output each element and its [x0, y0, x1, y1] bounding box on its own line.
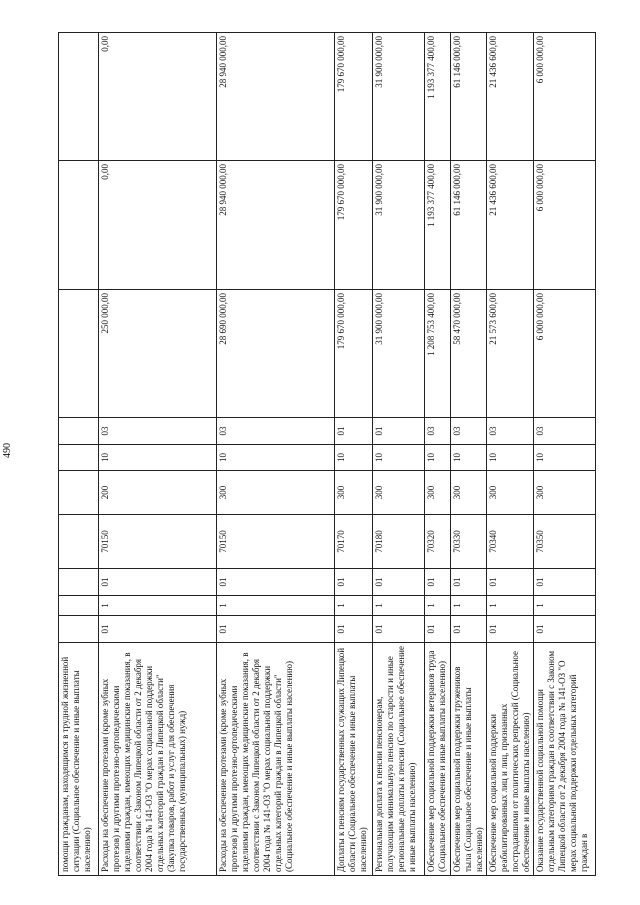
expense-type-cell: 300	[487, 471, 534, 515]
budget-table	[58, 32, 596, 876]
section-cell	[59, 445, 99, 471]
amount-year1-cell: 250 000,00	[99, 290, 217, 418]
ved-code-cell: 01	[335, 616, 373, 643]
amount-year2-cell: 31 900 000,00	[373, 161, 425, 290]
subsection-code-cell: 01	[99, 569, 217, 596]
description-cell: Оказание государственной социальной помощи отдельным категориям граждан в соответствии с Законом Липецкой области от 2 декабря 2004 года № 141-ОЗ "О мерах социальной поддержки отдельных категорий граждан в	[534, 643, 596, 876]
target-article-cell: 70180	[373, 515, 425, 569]
subsection-code-cell	[59, 569, 99, 596]
table-row	[534, 33, 596, 876]
table-row	[59, 33, 99, 876]
subsection-code-cell: 01	[335, 569, 373, 596]
subsection-cell: 03	[99, 418, 217, 445]
amount-year1-cell: 31 900 000,00	[373, 290, 425, 418]
section-cell: 10	[451, 445, 487, 471]
expense-type-cell: 300	[451, 471, 487, 515]
amount-year2-cell: 1 193 377 400,00	[425, 161, 451, 290]
expense-type-cell: 200	[99, 471, 217, 515]
subsection-code-cell: 01	[534, 569, 596, 596]
amount-year3-cell: 28 940 000,00	[217, 33, 335, 161]
amount-year3-cell: 0,00	[99, 33, 217, 161]
amount-year2-cell: 61 146 000,00	[451, 161, 487, 290]
amount-year1-cell: 58 470 000,00	[451, 290, 487, 418]
subsection-code-cell: 01	[217, 569, 335, 596]
section-code-cell: 1	[335, 596, 373, 616]
amount-year3-cell: 179 670 000,00	[335, 33, 373, 161]
section-code-cell	[59, 596, 99, 616]
section-cell: 10	[373, 445, 425, 471]
subsection-cell: 03	[487, 418, 534, 445]
amount-year1-cell: 6 000 000,00	[534, 290, 596, 418]
amount-year2-cell: 179 670 000,00	[335, 161, 373, 290]
target-article-cell: 70330	[451, 515, 487, 569]
amount-year3-cell: 31 900 000,00	[373, 33, 425, 161]
amount-year2-cell: 6 000 000,00	[534, 161, 596, 290]
ved-code-cell: 01	[425, 616, 451, 643]
subsection-cell	[59, 418, 99, 445]
table-body	[59, 33, 596, 876]
target-article-cell: 70170	[335, 515, 373, 569]
amount-year1-cell: 28 690 000,00	[217, 290, 335, 418]
expense-type-cell: 300	[373, 471, 425, 515]
subsection-cell: 03	[451, 418, 487, 445]
ved-code-cell: 01	[99, 616, 217, 643]
amount-year3-cell: 6 000 000,00	[534, 33, 596, 161]
ved-code-cell	[59, 616, 99, 643]
section-code-cell: 1	[534, 596, 596, 616]
amount-year2-cell: 21 436 600,00	[487, 161, 534, 290]
subsection-code-cell: 01	[425, 569, 451, 596]
subsection-code-cell: 01	[451, 569, 487, 596]
ved-code-cell: 01	[534, 616, 596, 643]
amount-year1-cell	[59, 290, 99, 418]
amount-year1-cell: 21 573 600,00	[487, 290, 534, 418]
description-cell: Обеспечение мер социальной поддержки реабилитированных лиц и лиц, признанных пострадавшими от политических репрессий (Социальное обеспечение и иные выплаты населению)	[487, 643, 534, 876]
amount-year3-cell: 61 146 000,00	[451, 33, 487, 161]
ved-code-cell: 01	[451, 616, 487, 643]
amount-year2-cell	[59, 161, 99, 290]
section-code-cell: 1	[373, 596, 425, 616]
subsection-code-cell: 01	[373, 569, 425, 596]
table-row	[217, 33, 335, 876]
expense-type-cell: 300	[335, 471, 373, 515]
section-code-cell: 1	[451, 596, 487, 616]
table-row	[99, 33, 217, 876]
page-number: 490	[2, 443, 13, 458]
table-row	[487, 33, 534, 876]
section-cell: 10	[534, 445, 596, 471]
ved-code-cell: 01	[217, 616, 335, 643]
section-code-cell: 1	[99, 596, 217, 616]
subsection-cell: 01	[335, 418, 373, 445]
amount-year3-cell	[59, 33, 99, 161]
amount-year3-cell: 21 436 600,00	[487, 33, 534, 161]
table-row	[425, 33, 451, 876]
section-code-cell: 1	[425, 596, 451, 616]
table-row	[373, 33, 425, 876]
amount-year2-cell: 28 940 000,00	[217, 161, 335, 290]
subsection-code-cell: 01	[487, 569, 534, 596]
section-cell: 10	[217, 445, 335, 471]
section-cell: 10	[487, 445, 534, 471]
budget-table-container	[58, 33, 589, 876]
expense-type-cell: 300	[425, 471, 451, 515]
subsection-cell: 03	[217, 418, 335, 445]
table-row	[335, 33, 373, 876]
ved-code-cell: 01	[487, 616, 534, 643]
expense-type-cell: 300	[217, 471, 335, 515]
target-article-cell: 70150	[99, 515, 217, 569]
amount-year1-cell: 1 208 753 400,00	[425, 290, 451, 418]
amount-year2-cell: 0,00	[99, 161, 217, 290]
target-article-cell: 70350	[534, 515, 596, 569]
description-cell: Региональная доплата к пенсии пенсионерам, получающим минимальную пенсию по старости и иные региональные доплаты к пенсии (Социальное обеспечение и иные выплаты населению)	[373, 643, 425, 876]
description-cell: Расходы на обеспечение протезами (кроме зубных протезов) и другими протезно-ортопедическими изделиями граждан, имеющих медицинские показания, в соответствии с Законом Липецкой области от 2 декабря 2004 года № 141-ОЗ "О мерах социальной поддержки отдельных категорий граждан в Липецкой области" (Закупка товаров, работ и услуг для обеспечения государственных (муниципальных) нужд)	[99, 643, 217, 876]
section-cell: 10	[99, 445, 217, 471]
amount-year1-cell: 179 670 000,00	[335, 290, 373, 418]
description-cell: помощи гражданам, находящимся в трудной жизненной ситуации (Социальное обеспечение и иные выплаты населению)	[59, 643, 99, 876]
section-code-cell: 1	[487, 596, 534, 616]
amount-year3-cell: 1 193 377 400,00	[425, 33, 451, 161]
target-article-cell: 70320	[425, 515, 451, 569]
table-row	[451, 33, 487, 876]
target-article-cell: 70340	[487, 515, 534, 569]
section-cell: 10	[425, 445, 451, 471]
target-article-cell: 70150	[217, 515, 335, 569]
target-article-cell	[59, 515, 99, 569]
subsection-cell: 03	[425, 418, 451, 445]
description-cell: Обеспечение мер социальной поддержки ветеранов труда (Социальное обеспечение и иные выплаты населению)	[425, 643, 451, 876]
description-cell: Обеспечение мер социальной поддержки тружеников тыла (Социальное обеспечение и иные выплаты населению)	[451, 643, 487, 876]
subsection-cell: 03	[534, 418, 596, 445]
description-cell: Доплаты к пенсиям государственных служащих Липецкой области (Социальное обеспечение и иные выплаты населению)	[335, 643, 373, 876]
subsection-cell: 01	[373, 418, 425, 445]
expense-type-cell	[59, 471, 99, 515]
section-code-cell: 1	[217, 596, 335, 616]
section-cell: 10	[335, 445, 373, 471]
expense-type-cell: 300	[534, 471, 596, 515]
rotated-table-frame	[58, 33, 589, 876]
description-cell: Расходы на обеспечение протезами (кроме зубных протезов) и другими протезно-ортопедическими изделиями граждан, имеющих медицинские показания, в соответствии с Законом Липецкой области от 2 декабря 2004 года № 141-ОЗ "О мерах социальной поддержки отдельных категорий граждан в Липецкой области" (Социальное обеспечение и иные выплаты населению)	[217, 643, 335, 876]
ved-code-cell: 01	[373, 616, 425, 643]
